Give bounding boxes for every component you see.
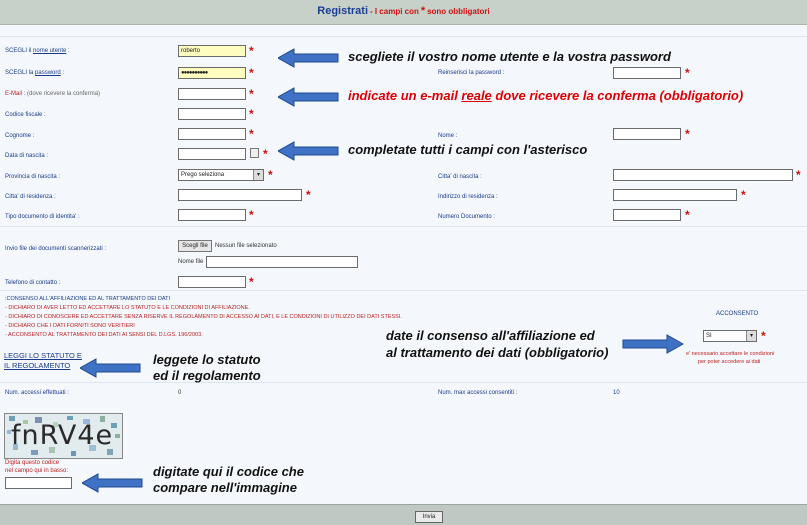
required-star-icon: * [796, 168, 801, 182]
acconsento-select[interactable]: SI ▾ [703, 330, 757, 342]
numero-documento-input[interactable] [613, 209, 681, 221]
required-star-icon: * [263, 147, 268, 161]
username-label: SCEGLI il nome utente : [5, 48, 70, 54]
divider [0, 36, 807, 37]
captcha-input[interactable] [5, 477, 72, 489]
indirizzo-label: Indirizzo di residenza : [438, 194, 498, 200]
page-footer [0, 504, 807, 525]
tipo-documento-label: Tipo documento di identita' : [5, 214, 80, 220]
captcha-hint: nel campo qui in basso: [5, 468, 69, 474]
captcha-hint: Digita questo codice [5, 460, 60, 466]
codice-fiscale-input[interactable] [178, 108, 246, 120]
accessi-label: Num. accessi effettuati : [5, 390, 69, 396]
max-accessi-label: Num. max accessi consentiti : [438, 390, 518, 396]
annotation-email: indicate un e-mail reale dove ricevere la conferma (obbligatorio) [348, 88, 744, 103]
required-star-icon: * [249, 66, 254, 80]
divider [0, 226, 807, 227]
required-star-icon: * [249, 44, 254, 58]
data-nascita-label: Data di nascita : [5, 153, 49, 159]
required-star-icon: * [268, 168, 273, 182]
email-label: E-Mail : (dove ricevere la conferma) [5, 91, 101, 97]
accessi-value: 0 [178, 390, 182, 396]
password-label: SCEGLI la password : [5, 70, 65, 76]
tipo-documento-input[interactable] [178, 209, 246, 221]
required-star-icon: * [249, 275, 254, 289]
arrow-left-icon [278, 141, 340, 161]
repassword-label: Reinserisci la password : [438, 70, 505, 76]
nome-file-label: Nome file [178, 259, 204, 265]
required-star-icon: * [306, 188, 311, 202]
statuto-link[interactable]: LEGGI LO STATUTO E IL REGOLAMENTO [4, 351, 82, 370]
annotation-credentials: scegliete il vostro nome utente e la vostra password [348, 49, 671, 64]
password-input[interactable]: ●●●●●●●●●● [178, 67, 246, 79]
file-status: Nessun file selezionato [215, 243, 277, 249]
consent-line: - DICHIARO CHE I DATI FORNITI SONO VERITIERI [5, 323, 135, 329]
username-input[interactable]: roberto [178, 45, 246, 57]
choose-file-button[interactable]: Scegli file [178, 240, 212, 252]
cognome-input[interactable] [178, 128, 246, 140]
header-subtitle-pre: - I campi con [369, 7, 419, 16]
arrow-left-icon [82, 473, 144, 493]
provincia-label: Provincia di nascita : [5, 174, 61, 180]
consent-line: - DICHIARO DI CONOSCERE ED ACCETTARE SENZA RISERVE IL REGOLAMENTO DI ACCESSO AI DATI, E LE CONDIZIONI DI UTILIZZO DEI DATI STESSI. [5, 314, 402, 320]
captcha-image [4, 413, 123, 459]
citta-residenza-input[interactable] [178, 189, 302, 201]
email-input[interactable] [178, 88, 246, 100]
citta-nascita-label: Citta' di nascita : [438, 174, 482, 180]
header-title-row [0, 5, 807, 17]
divider [0, 290, 807, 291]
divider [0, 382, 807, 383]
consent-title: :CONSENSO ALL'AFFILIAZIONE ED AL TRATTAMENTO DEI DATI [5, 296, 171, 302]
required-star-icon: * [685, 66, 690, 80]
invio-file-label: Invio file dei documenti scannerizzati : [5, 246, 107, 252]
data-nascita-input[interactable] [178, 148, 246, 160]
header-subtitle-post: sono obbligatori [427, 7, 490, 16]
required-star-icon: * [249, 208, 254, 222]
page-title: Registrati [317, 5, 369, 17]
citta-residenza-label: Citta' di residenza : [5, 194, 56, 200]
submit-button[interactable]: Invia [415, 511, 443, 523]
acconsento-label: ACCONSENTO [716, 311, 759, 317]
arrow-left-icon [80, 358, 142, 378]
consent-note: e' necessario accettare le condizioni [686, 351, 775, 357]
consent-line: - DICHIARO DI AVER LETTO ED ACCETTARE LO STATUTO E LE CONDIZIONI DI AFFILIAZIONE. [5, 305, 250, 311]
required-star-icon: * [420, 5, 426, 17]
provincia-select[interactable]: Prego seleziona ▾ [178, 169, 264, 181]
required-star-icon: * [249, 87, 254, 101]
telefono-label: Telefono di contatto : [5, 280, 61, 286]
annotation-consent: date il consenso all'affiliazione ed al trattamento dei dati (obbligatorio) [386, 328, 609, 360]
indirizzo-input[interactable] [613, 189, 737, 201]
telefono-input[interactable] [178, 276, 246, 288]
repassword-input[interactable] [613, 67, 681, 79]
arrow-left-icon [278, 87, 340, 107]
nome-file-input[interactable] [206, 256, 358, 268]
required-star-icon: * [249, 127, 254, 141]
captcha-code: fnRV4e [11, 420, 114, 451]
arrow-left-icon [278, 48, 340, 68]
page-header [0, 0, 807, 25]
calendar-icon[interactable] [250, 148, 259, 158]
chevron-down-icon: ▾ [746, 331, 756, 341]
required-star-icon: * [761, 329, 766, 343]
required-star-icon: * [685, 127, 690, 141]
codice-fiscale-label: Codice fiscale : [5, 112, 46, 118]
required-star-icon: * [741, 188, 746, 202]
consent-note: per poter accedere ai dati [698, 359, 761, 365]
annotation-asterisk: completate tutti i campi con l'asterisco [348, 142, 588, 157]
numero-documento-label: Numero Documento : [438, 214, 496, 220]
nome-label: Nome : [438, 133, 458, 139]
chevron-down-icon: ▾ [253, 170, 263, 180]
arrow-right-icon [622, 334, 684, 354]
cognome-label: Cognome : [5, 133, 35, 139]
annotation-statuto: leggete lo statuto ed il regolamento [153, 352, 261, 383]
max-accessi-value: 10 [613, 390, 620, 396]
required-star-icon: * [685, 208, 690, 222]
citta-nascita-input[interactable] [613, 169, 793, 181]
nome-input[interactable] [613, 128, 681, 140]
consent-line: - ACCONSENTO AL TRATTAMENTO DEI DATI AI SENSI DEL D.LGS. 196/2003. [5, 332, 203, 338]
annotation-captcha: digitate qui il codice che compare nell'immagine [153, 464, 304, 495]
required-star-icon: * [249, 107, 254, 121]
